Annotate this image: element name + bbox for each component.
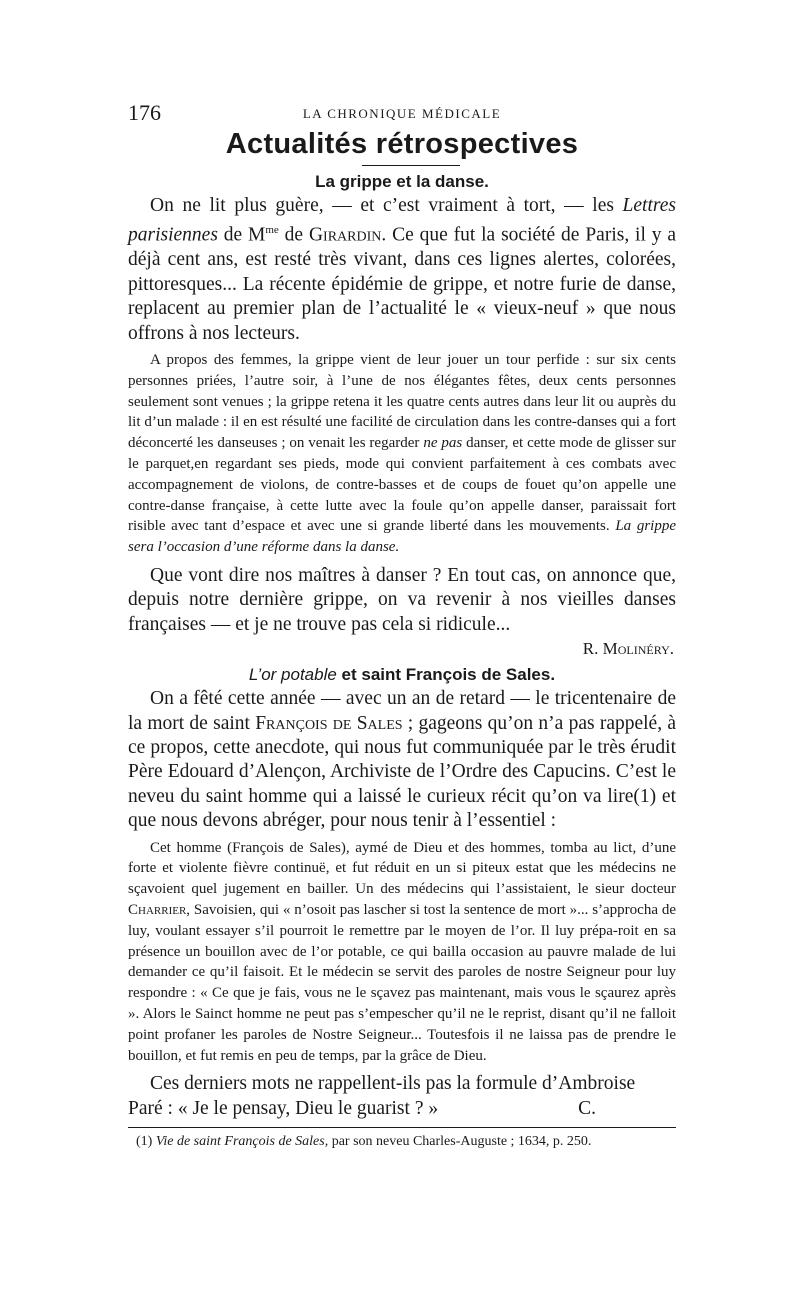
footnote-rule <box>128 1127 676 1128</box>
article-title: Actualités rétrospectives <box>225 128 579 160</box>
book-title: Lettres parisiennes <box>128 195 676 246</box>
saint-name: François de Sales <box>255 712 403 734</box>
doctor-name: Charrier <box>128 901 187 918</box>
author-name: Girardin <box>308 224 382 246</box>
intro-paragraph-or-potable: On a fêté cette année — avec un an de retard — le tricentenaire de la mort de saint François de Sales ; gageons qu’on n’a pas rappelé, à ce propos, cette anecdote, qui nous fut communiquée par le très érudit Père Edouard d’Alençon, Archiviste de l’Ordre des Capucins. C’est le neveu du saint homme qui a laissé le curieux récit qu’on va lire(1) et que nous devons abréger, pour nous tenir à l’essentiel : <box>128 688 677 832</box>
signature-c: C. <box>578 1097 596 1119</box>
journal-title: LA CHRONIQUE MÉDICALE <box>302 106 502 121</box>
quoted-passage-or-potable: Cet homme (François de Sales), aymé de Dieu et des hommes, tomba au lict, d’une forte et violente fièvre continuë, et fut réduit en un si piteux estat que les médecins ne sçavoient quel jugement en bailler. Un des médecins qui l’assistaient, le sieur docteur Charrier, Savoisien, qui « n’osoit pas lascher si tost la sentence de mort »... s’approcha de luy, voulant essayer s’il pourroit le remettre par le moyen de l’or. Il luy prépa-roit en sa présence un bouillon avec de l’or potable, ce qui bailla occasion au pauvre malade de lui demander ce qu’il faisoit. Et le médecin se servit des paroles de nostre Seigneur pour luy respondre : « Ce que je fais, vous ne le sçavez pas maintenant, mais vous le sçaurez après ». Alors le Sainct homme ne peut pas s’empescher qu’il ne le reprist, disant qu’il ne falloit point profaner les paroles de Nostre Seigneur... Toutesfois il ne laissa pas de prendre le bouillon, et fut remis en peu de temps, par la grâce de Dieu. <box>128 839 676 1064</box>
article-body <box>128 170 676 1152</box>
page-number: 176 <box>128 100 161 125</box>
footnote: (1) Vie de saint François de Sales, par son neveu Charles-Auguste ; 1634, p. 250. <box>136 1134 592 1150</box>
section-heading-grippe: La grippe et la danse. <box>315 172 489 191</box>
title-underline <box>362 165 460 166</box>
quoted-passage-grippe: A propos des femmes, la grippe vient de leur jouer un tour perfide : sur six cents personnes priées, l’autre soir, à l’une de nos élégantes fêtes, deux cents personnes seulement sont venues ; la grippe retena it les quatre cents autres dans leur lit ou auprès du lit d’un malade : il en est résulté une facilité de circulation dans les contre-danses qui a fort déconcerté les danseuses ; on venait les regarder ne pas danser, et cette mode de glisser sur le parquet,en regardant ses pieds, mode qui convient parfaitement à ces combats avec accompagnement de violons, de contre-basses et de coups de fouet qu’on appelle une contre-danse française, à cette lutte avec la foule qu’on appelle danser, paraissait fort risible avec tant d’espace et avec une si grande liberté dans les mouvements. La grippe sera l’occasion d’une réforme dans la danse. <box>128 351 676 556</box>
section-heading-or-potable: L’or potable et saint François de Sales. <box>248 665 556 685</box>
closing-line-2: Paré : « Je le pensay, Dieu le guarist ? » C. <box>128 1097 676 1121</box>
running-header <box>128 100 676 130</box>
intro-paragraph-grippe: On ne lit plus guère, — et c’est vraiment à tort, — les Lettres parisiennes de $M^{me}$ de Girardin. Ce que fut la société de Paris, il y a déjà cent ans, est resté très vivant, dans ces lignes alertes, colorées, pittoresques... La récente épidémie de grippe, et notre furie de danse, replacent au premier plan de l’actualité le « vieux-neuf » que nous offrons à nos lecteurs. <box>128 195 676 344</box>
outro-paragraph-grippe: Que vont dire nos maîtres à danser ? En tout cas, on annonce que, depuis notre dernière grippe, on va revenir à nos vieilles danses françaises — et je ne trouve pas cela si ridicule... <box>128 564 676 635</box>
closing-line-1: Ces derniers mots ne rappellent-ils pas la formule d’Ambroise <box>150 1073 636 1095</box>
signature-molinery: R. Molinéry. <box>582 639 674 659</box>
